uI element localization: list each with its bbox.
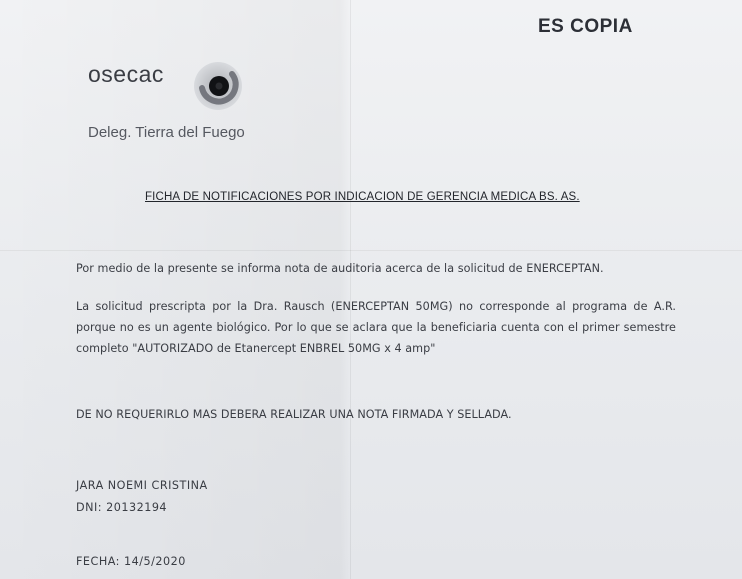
osecac-logo — [88, 58, 258, 114]
paragraph-requirement: DE NO REQUERIRLO MAS DEBERA REALIZAR UNA NOTA FIRMADA Y SELLADA. — [76, 408, 512, 421]
copy-stamp: ES COPIA — [538, 16, 633, 37]
signatory-name: JARA NOEMI CRISTINA — [76, 479, 208, 492]
signatory-dni: DNI: 20132194 — [76, 501, 168, 514]
paper-fold-vertical — [350, 0, 351, 579]
paragraph-intro: Por medio de la presente se informa nota de auditoria acerca de la solicitud de ENERCEPTAN. — [76, 262, 604, 275]
paragraph-details: La solicitud prescripta por la Dra. Rausch (ENERCEPTAN 50MG) no corresponde al programa de A.R. porque no es un agente biológico. Por lo que se aclara que la beneficiaria cuenta con el primer semestre completo "AUTORIZADO de Etanercept ENBREL 50MG x 4 amp" — [76, 300, 676, 355]
delegation-label: Deleg. Tierra del Fuego — [88, 124, 245, 141]
osecac-logo-icon — [188, 58, 246, 114]
paper-fold-horizontal — [0, 250, 742, 251]
logo-text: osecac — [88, 61, 164, 87]
document-heading: FICHA DE NOTIFICACIONES POR INDICACION DE GERENCIA MEDICA BS. AS. — [145, 191, 580, 203]
document-date: FECHA: 14/5/2020 — [76, 555, 186, 568]
